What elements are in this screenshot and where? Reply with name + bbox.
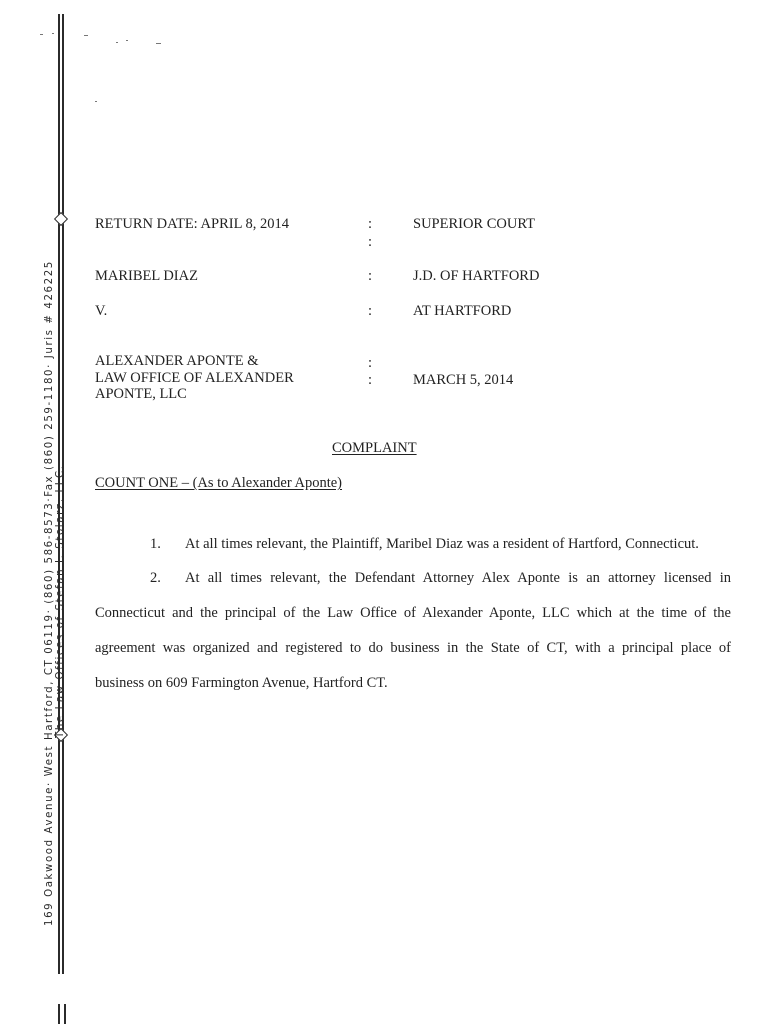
margin-rule-stub-left xyxy=(58,1004,60,1024)
caption-colon: : xyxy=(368,372,373,388)
defendant-line: ALEXANDER APONTE & xyxy=(95,353,259,369)
caption-colon: : xyxy=(368,234,373,250)
return-date: RETURN DATE: APRIL 8, 2014 xyxy=(95,216,290,232)
margin-rule-stub-right xyxy=(64,1004,66,1024)
judicial-district: J.D. OF HARTFORD xyxy=(413,268,540,284)
defendant-line: LAW OFFICE OF ALEXANDER xyxy=(95,369,294,386)
caption-colon: : xyxy=(368,355,373,371)
paragraph-number: 1. xyxy=(150,536,161,552)
plaintiff-name: MARIBEL DIAZ xyxy=(95,268,198,284)
versus-label: V. xyxy=(95,303,108,319)
caption-colon: : xyxy=(368,303,373,319)
court-name: SUPERIOR COURT xyxy=(413,216,535,232)
margin-firm-info xyxy=(44,146,66,926)
paragraph-line: business on 609 Farmington Avenue, Hartford CT. xyxy=(95,675,388,691)
margin-address-line: 169 Oakwood Avenue· West Hartford, CT 06119· (860) 586-8573·Fax (860) 259-1180· Juris # 426225 xyxy=(44,260,55,926)
paragraph-line: At all times relevant, the Plaintiff, Maribel Diaz was a resident of Hartford, Connecticut. xyxy=(185,536,699,552)
paragraph-number: 2. xyxy=(150,570,161,586)
defendant-names xyxy=(95,353,294,403)
count-heading: COUNT ONE – (As to Alexander Aponte) xyxy=(95,475,343,491)
defendant-line: APONTE, LLC xyxy=(95,386,187,402)
margin-firm-line: The Law Offices of Stefan I. Stolarz, LLC. xyxy=(55,464,66,738)
filing-date: MARCH 5, 2014 xyxy=(413,372,514,388)
caption-colon: : xyxy=(368,216,373,232)
caption-colon: : xyxy=(368,268,373,284)
paragraph-line: At all times relevant, the Defendant Attorney Alex Aponte is an attorney licensed in xyxy=(185,570,731,586)
document-title: COMPLAINT xyxy=(332,440,417,456)
court-location: AT HARTFORD xyxy=(413,303,512,319)
paragraph-line: Connecticut and the principal of the Law Office of Alexander Aponte, LLC which at the time of the xyxy=(95,605,731,621)
paragraph-line: agreement was organized and registered to do business in the State of CT, with a principal place of xyxy=(95,640,731,656)
